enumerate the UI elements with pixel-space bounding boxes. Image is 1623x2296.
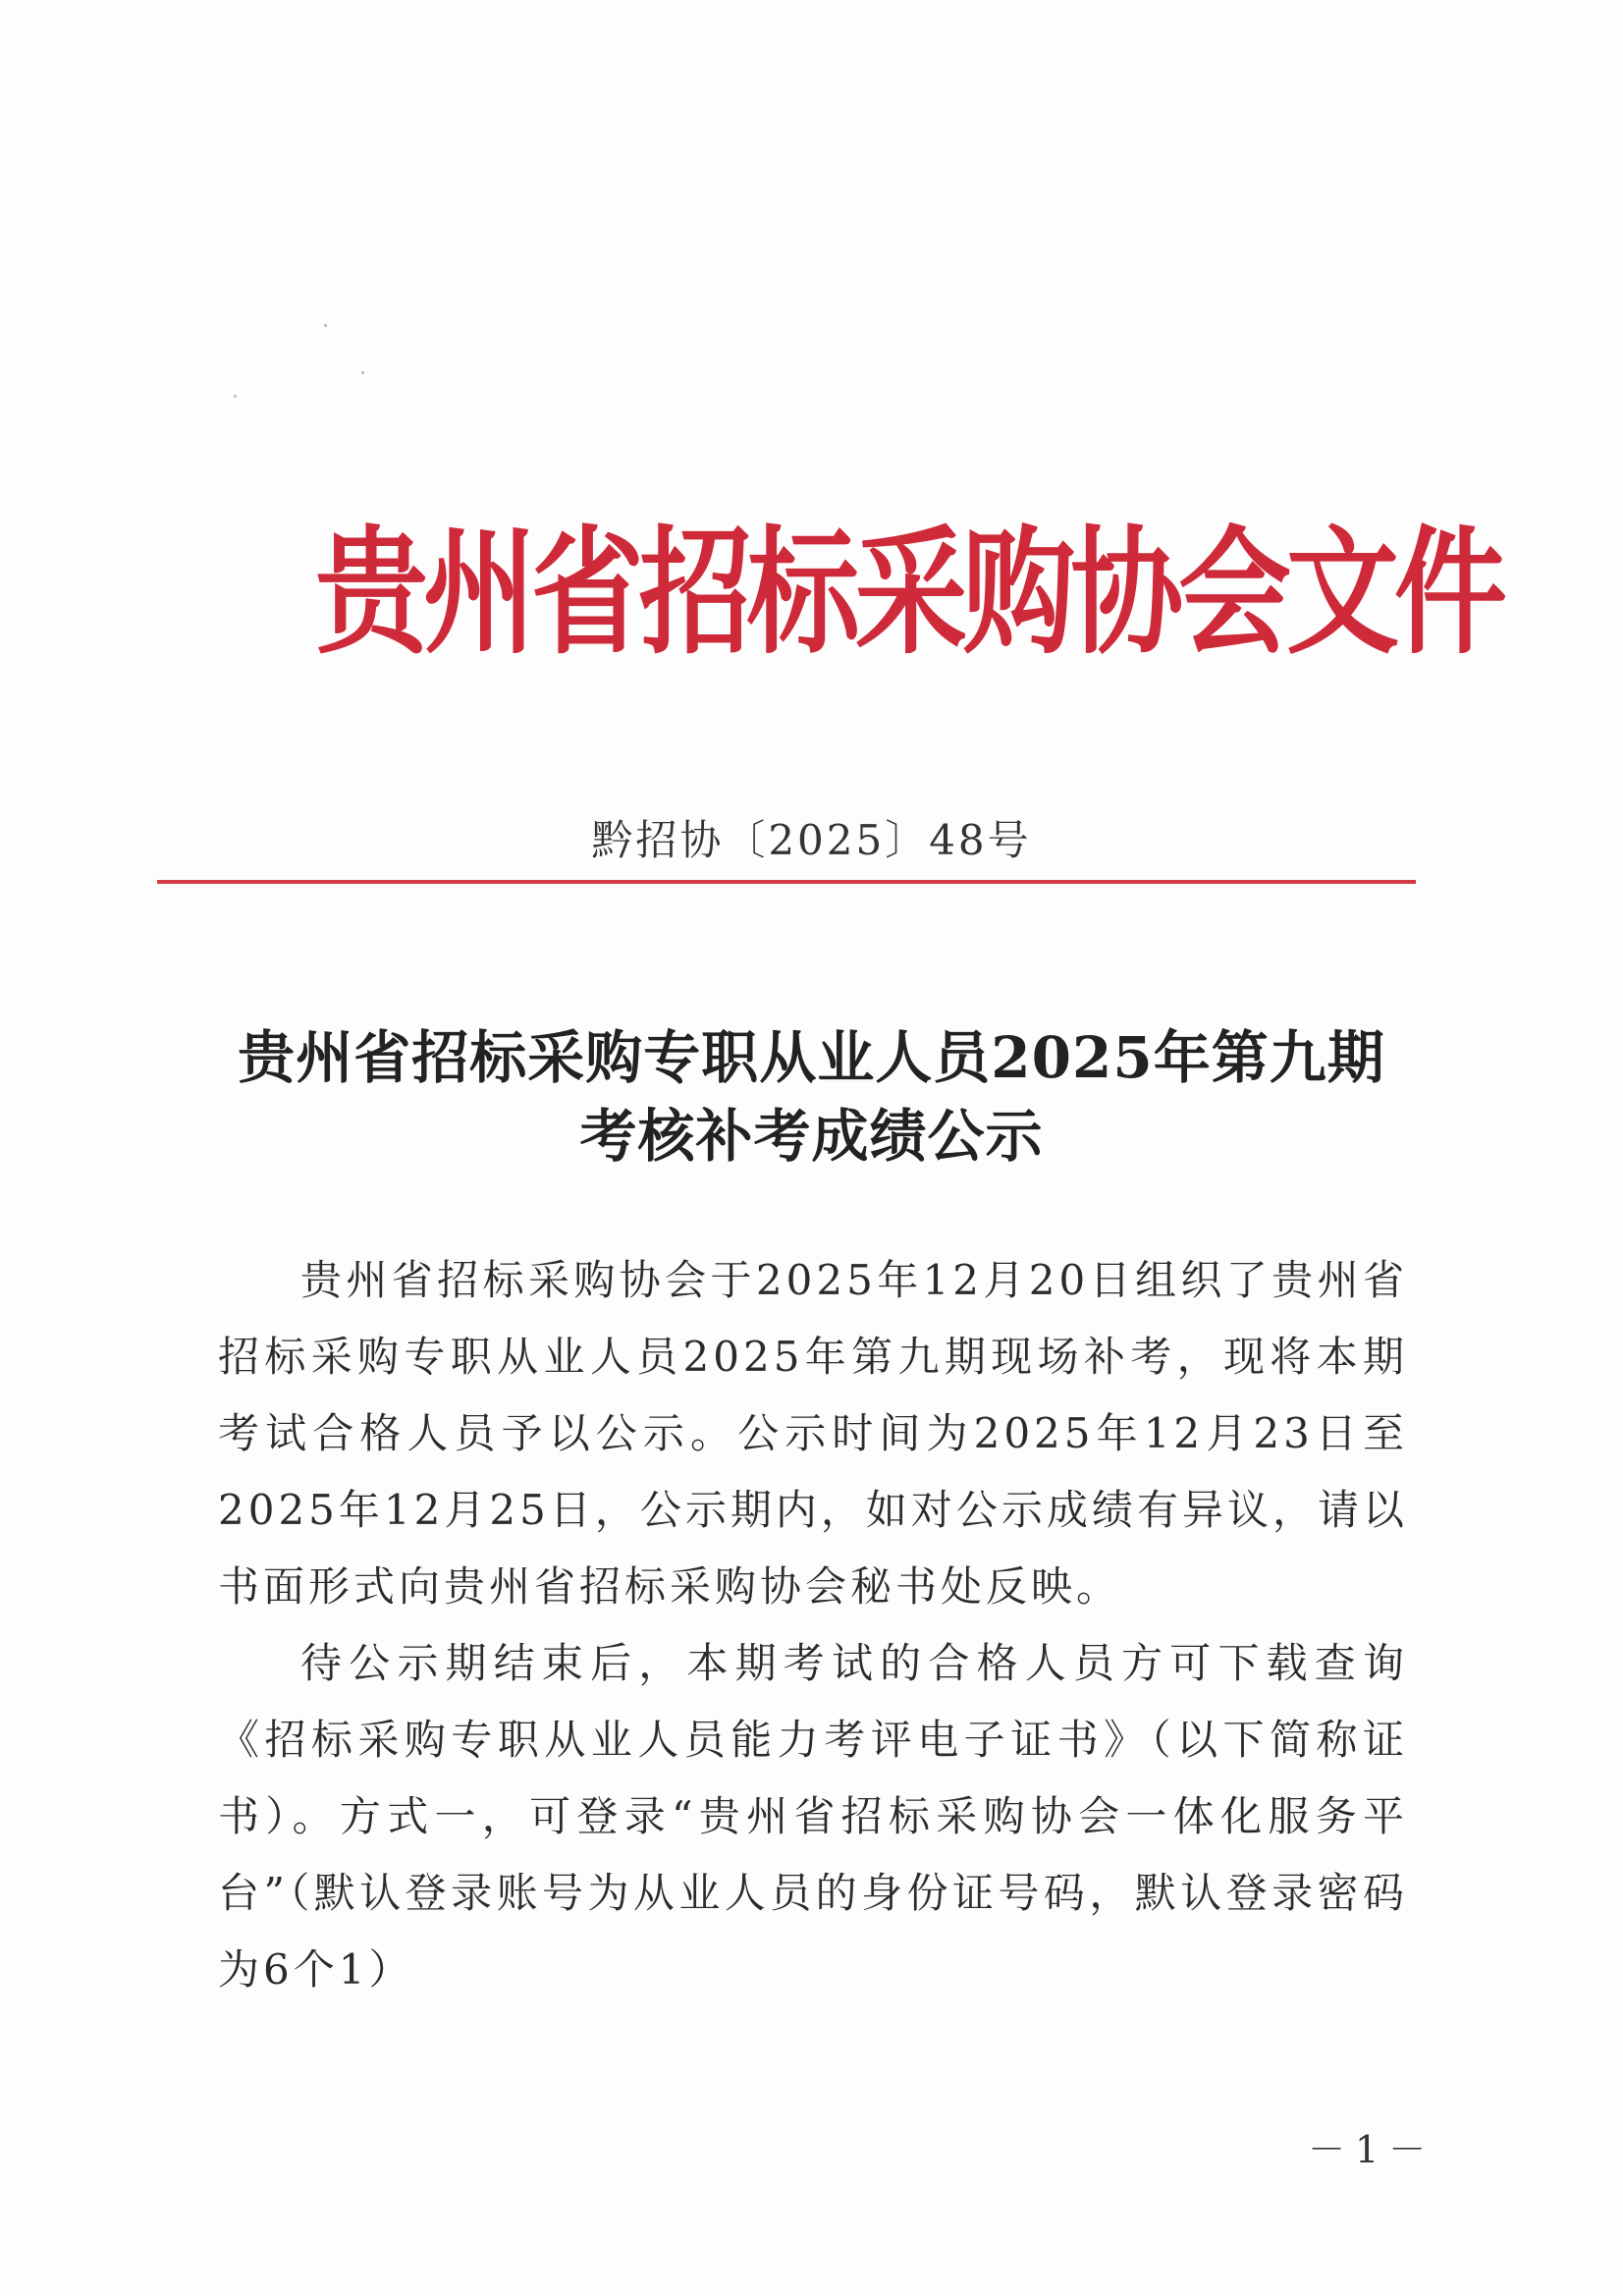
notice-body: [218, 1242, 1408, 2008]
scan-speck: [234, 395, 237, 398]
document-header-title: 贵州省招标采购协会文件: [315, 514, 1502, 674]
notice-title-line-1: 贵州省招标采购专职从业人员2025年第九期: [238, 1024, 1385, 1091]
document-number: 黔招协〔2025〕48号: [591, 816, 1032, 864]
red-divider-line: [157, 880, 1416, 884]
scan-speck: [324, 324, 327, 327]
notice-title-line-2: 考核补考成绩公示: [579, 1103, 1044, 1170]
scan-speck: [361, 371, 364, 374]
body-paragraph-1: 贵州省招标采购协会于2025年12月20日组织了贵州省招标采购专职从业人员2025年第九期现场补考，现将本期考试合格人员予以公示。公示时间为2025年12月23日至2025年12月25日，公示期内，如对公示成绩有异议，请以书面形式向贵州省招标采购协会秘书处反映。: [218, 1256, 1408, 1611]
page-number: －1－: [1308, 2128, 1436, 2171]
body-paragraph-2: 待公示期结束后，本期考试的合格人员方可下载查询《招标采购专职从业人员能力考评电子证书》（以下简称证书）。方式一，可登录“贵州省招标采购协会一体化服务平台”（默认登录账号为从业人员的身份证号码，默认登录密码为6个1）: [218, 1639, 1408, 1994]
